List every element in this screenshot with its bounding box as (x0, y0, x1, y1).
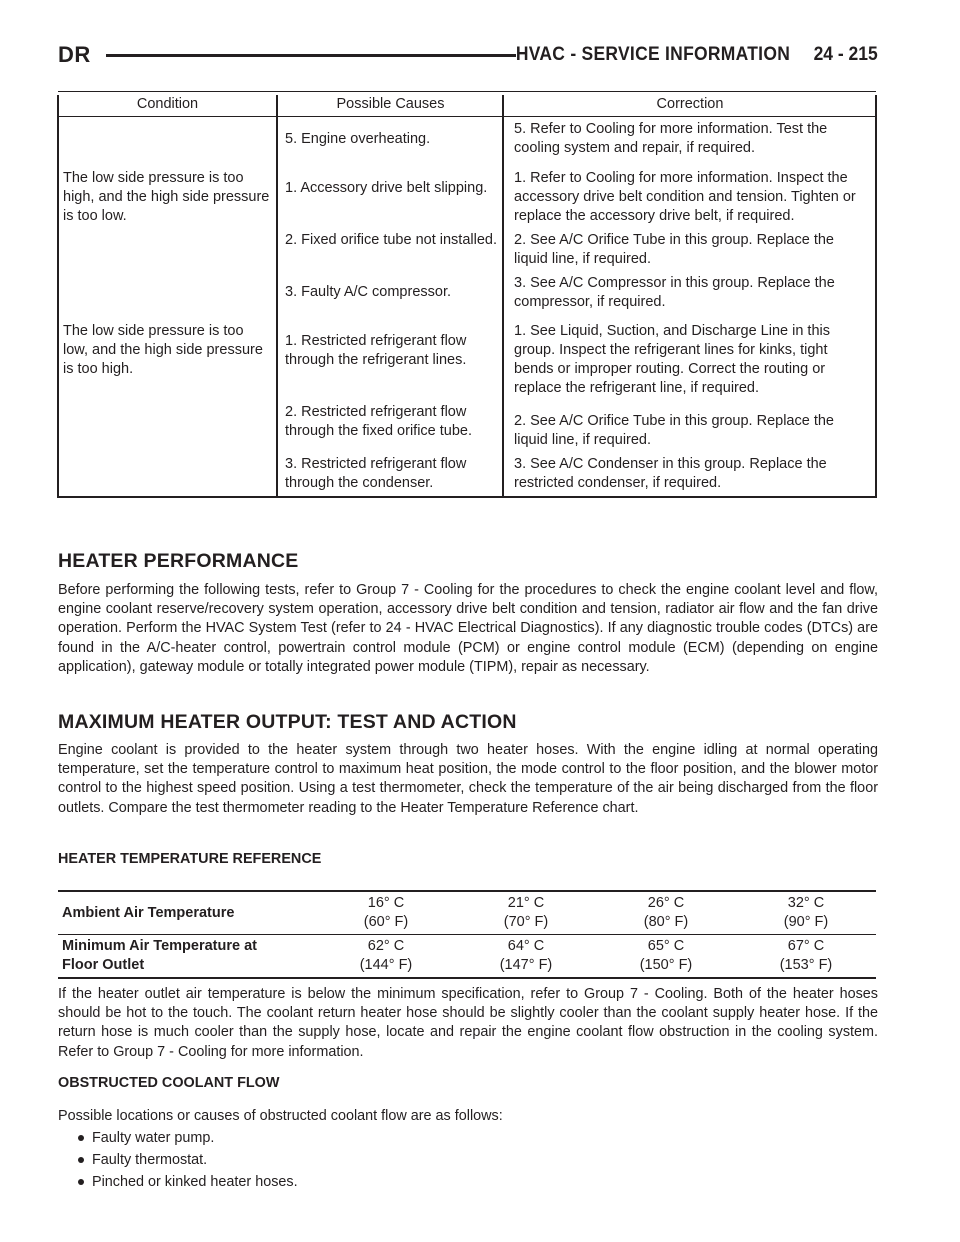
table-header-row (58, 91, 876, 117)
page-header (58, 42, 878, 68)
table-cell: 65° C (150° F) (639, 938, 693, 973)
correction-cell: 2. See A/C Orifice Tube in this group. Replace the liquid line, if required. (514, 413, 834, 448)
table-row (58, 231, 876, 269)
diagnosis-table (58, 91, 876, 498)
minimum-label: Minimum Air Temperature at Floor Outlet (62, 938, 257, 973)
table-body (58, 120, 876, 498)
max-heater-heading: MAXIMUM HEATER OUTPUT: TEST AND ACTION (58, 711, 517, 733)
table-cell: 16° C (60° F) (363, 895, 409, 930)
table-border-right (875, 95, 877, 498)
table-row (58, 274, 876, 312)
heater-performance-text: Before performing the following tests, refer to Group 7 - Cooling for the procedures to check the engine coolant level and flow, engine coolant reserve/recovery system operation, accessory drive belt condition and tension, radiator air flow and the fan drive operation. Perform the HVAC System Test (refer to 24 - HVAC Electrical Diagnostics). If any diagnostic trouble codes (DTCs) are found in the A/C-heater control, powertrain control module (PCM) or engine control module (ECM) (depending on engine application), gateway module or totally integrated power module (TIPM), repair as necessary. (58, 582, 878, 675)
table-row (58, 934, 876, 977)
table-cell: 26° C (80° F) (643, 895, 689, 930)
temperature-reference-table (58, 890, 876, 979)
column-divider (276, 95, 278, 498)
bullet-icon (78, 1135, 84, 1141)
cause-cell: 2. Fixed orifice tube not installed. (285, 232, 497, 248)
table-row (58, 892, 876, 934)
table-cell: 62° C (144° F) (359, 938, 413, 973)
cause-cell: 1. Accessory drive belt slipping. (285, 180, 488, 196)
page-number: 24 - 215 (813, 44, 878, 65)
outlet-temperature-note: If the heater outlet air temperature is below the minimum specification, refer to Group 7 - Cooling. Both of the heater hoses should be hot to the touch. The coolant return heater hose should be slightly cooler than the coolant supply heater hose. If the return hose is much cooler than the supply hose, locate and repair the engine coolant flow obstruction in the cooling system. Refer to Group 7 - Cooling for more information. (58, 986, 878, 1060)
table-row (58, 403, 876, 450)
cause-cell: 5. Engine overheating. (285, 131, 431, 147)
condition-cell (58, 120, 277, 158)
ambient-label: Ambient Air Temperature (62, 904, 235, 921)
obstructed-flow-intro: Possible locations or causes of obstructed coolant flow are as follows: (58, 1108, 503, 1124)
cause-cell: 3. Restricted refrigerant flow through the condenser. (285, 456, 467, 491)
header-rule (106, 54, 516, 57)
condition-cell: The low side pressure is too low, and the high side pressure is too high. (63, 323, 263, 377)
table-cell: 32° C (90° F) (783, 895, 829, 930)
condition-cell (58, 231, 277, 269)
list-item: Faulty water pump. (78, 1130, 214, 1146)
obstructed-flow-heading: OBSTRUCTED COOLANT FLOW (58, 1075, 280, 1091)
list-item: Pinched or kinked heater hoses. (78, 1174, 298, 1190)
condition-cell (58, 274, 277, 312)
table-border-left (57, 95, 59, 498)
table-row (58, 120, 876, 158)
condition-cell: The low side pressure is too high, and the high side pressure is too low. (63, 170, 270, 224)
cause-cell: 3. Faulty A/C compressor. (285, 284, 452, 300)
table-cell: 67° C (153° F) (779, 938, 833, 973)
heater-performance-heading: HEATER PERFORMANCE (58, 550, 299, 572)
column-header-condition: Condition (136, 96, 199, 112)
table-cell: 21° C (70° F) (503, 895, 549, 930)
column-divider (502, 95, 504, 498)
list-item: Faulty thermostat. (78, 1152, 207, 1168)
table-cell: 64° C (147° F) (499, 938, 553, 973)
condition-cell (58, 455, 277, 493)
correction-cell: 2. See A/C Orifice Tube in this group. Replace the liquid line, if required. (514, 232, 834, 267)
column-header-correction: Correction (656, 96, 724, 112)
correction-cell: 5. Refer to Cooling for more information. Test the cooling system and repair, if required. (514, 121, 828, 156)
column-header-causes: Possible Causes (336, 96, 445, 112)
condition-cell (58, 403, 277, 450)
cause-cell: 1. Restricted refrigerant flow through the refrigerant lines. (285, 333, 467, 368)
bullet-icon (78, 1179, 84, 1185)
correction-cell: 1. Refer to Cooling for more information. Inspect the accessory drive belt condition and tension. Tighten or replace the accessory drive belt, if required. (514, 170, 856, 224)
bullet-icon (78, 1157, 84, 1163)
table-row (58, 322, 876, 398)
correction-cell: 3. See A/C Compressor in this group. Replace the compressor, if required. (514, 275, 835, 310)
max-heater-text: Engine coolant is provided to the heater system through two heater hoses. With the engine idling at normal operating temperature, set the temperature control to maximum heat position, the mode control to the floor position, and the blower motor control to the highest speed position. Using a test thermometer, check the temperature of the air being discharged from the floor outlets. Compare the test thermometer reading to the Heater Temperature Reference chart. (58, 742, 878, 816)
correction-cell: 1. See Liquid, Suction, and Discharge Line in this group. Inspect the refrigerant lines for kinks, tight bends or improper routing. Correct the routing or replace the refrigerant line, if required. (514, 323, 830, 396)
model-code: DR (58, 42, 91, 67)
section-title: HVAC - SERVICE INFORMATION (515, 44, 790, 65)
cause-cell: 2. Restricted refrigerant flow through the fixed orifice tube. (285, 404, 473, 439)
correction-cell: 3. See A/C Condenser in this group. Replace the restricted condenser, if required. (514, 456, 827, 491)
table-row (58, 169, 876, 226)
temperature-reference-heading: HEATER TEMPERATURE REFERENCE (58, 851, 322, 867)
table-row (58, 455, 876, 493)
